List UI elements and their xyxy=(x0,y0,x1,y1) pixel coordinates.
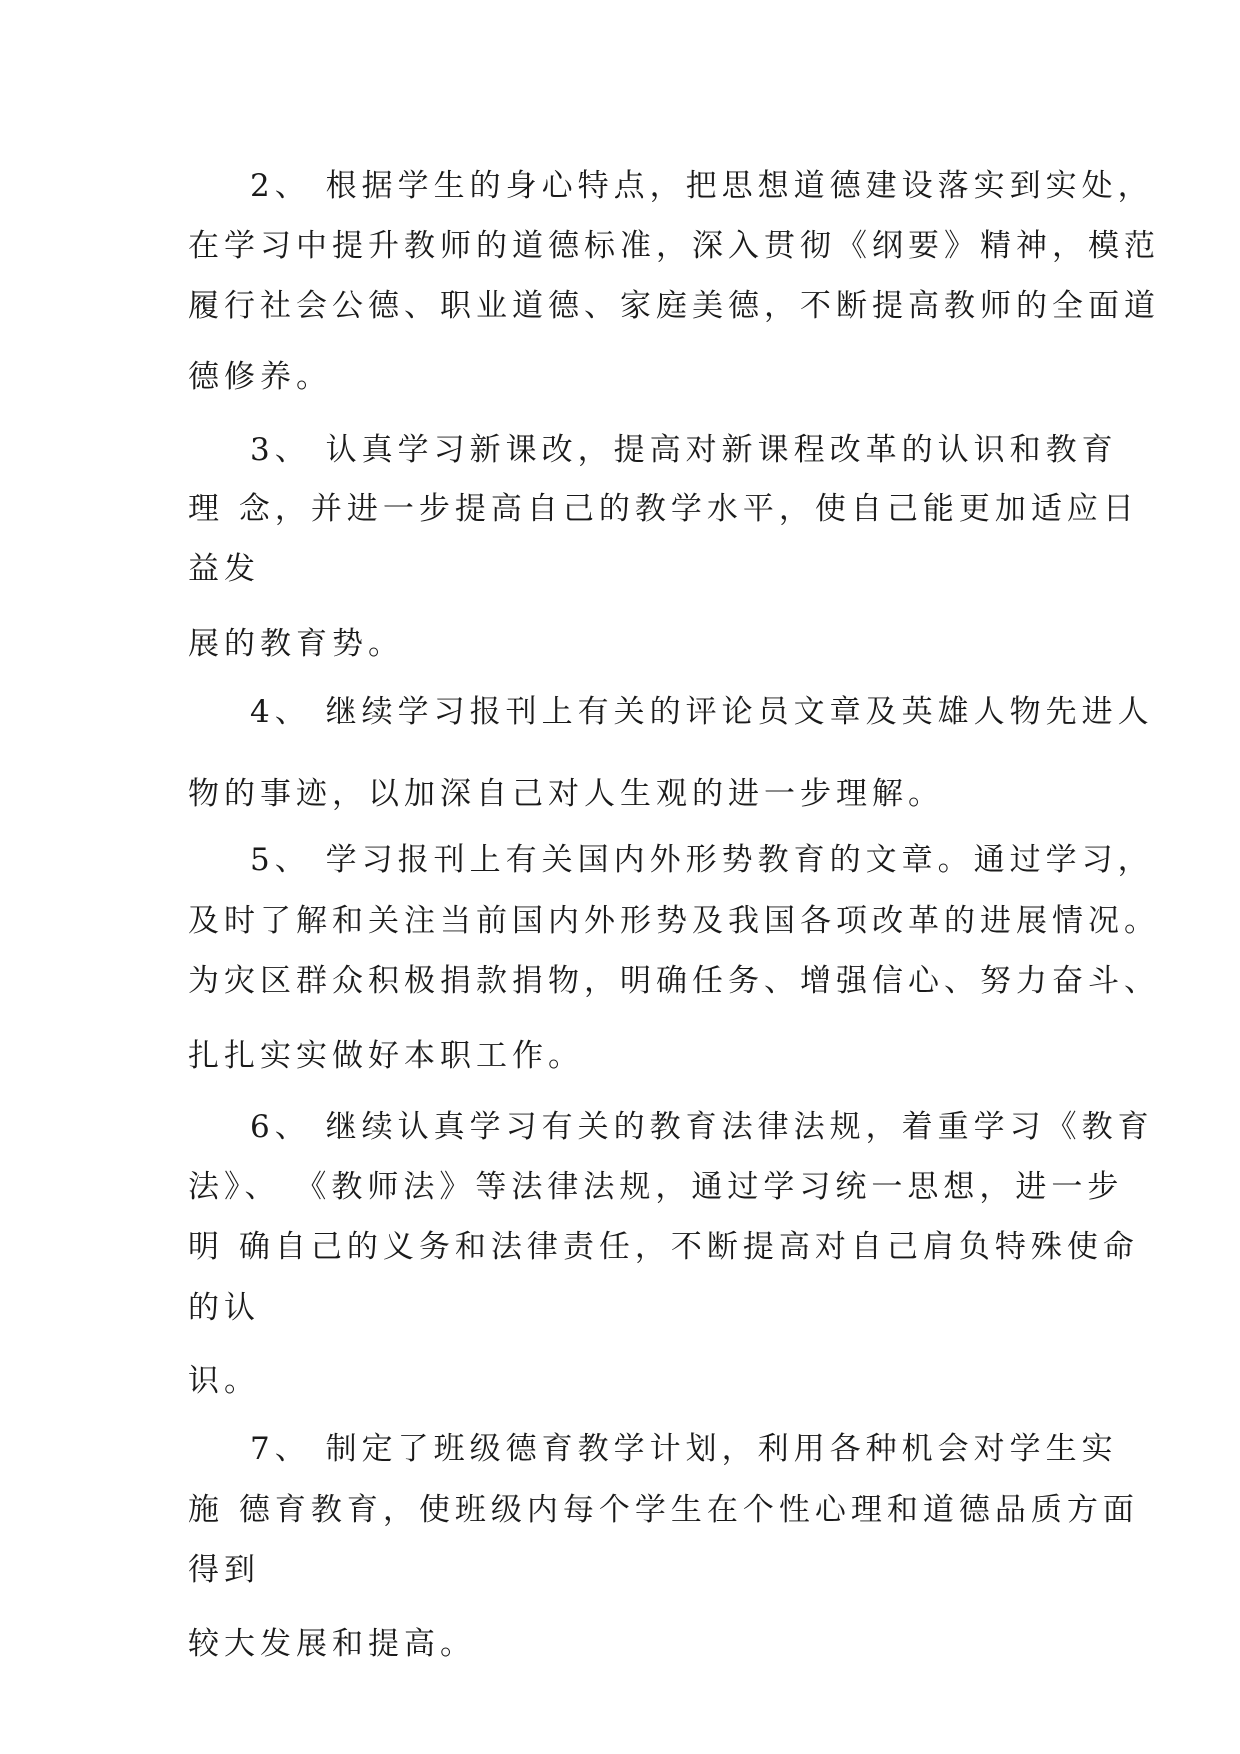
paragraph-2-line-4: 德修养。 xyxy=(188,359,332,395)
paragraph-2-line-1: 2、 根据学生的身心特点，把思想道德建设落实到实处， xyxy=(250,168,1154,204)
paragraph-7-line-1: 7、 制定了班级德育教学计划，利用各种机会对学生实 xyxy=(250,1431,1118,1467)
paragraph-5-line-2: 及时了解和关注当前国内外形势及我国各项改革的进展情况。 xyxy=(188,903,1160,939)
paragraph-2-line-3: 履行社会公德、职业道德、家庭美德，不断提高教师的全面道 xyxy=(188,288,1160,324)
paragraph-6-line-3: 明 确自己的义务和法律责任，不断提高对自己肩负特殊使命 xyxy=(188,1229,1139,1265)
paragraph-6-line-1: 6、 继续认真学习有关的教育法律法规，着重学习《教育 xyxy=(250,1109,1154,1145)
paragraph-5-line-4: 扎扎实实做好本职工作。 xyxy=(188,1038,584,1074)
paragraph-2-line-2: 在学习中提升教师的道德标准，深入贯彻《纲要》精神，模范 xyxy=(188,228,1160,264)
paragraph-3-line-2: 理 念，并进一步提高自己的教学水平，使自己能更加适应日 xyxy=(188,491,1139,527)
paragraph-7-line-3: 得到 xyxy=(188,1552,260,1588)
paragraph-5-line-1: 5、 学习报刊上有关国内外形势教育的文章。通过学习， xyxy=(250,842,1154,878)
paragraph-3-line-1: 3、 认真学习新课改，提高对新课程改革的认识和教育 xyxy=(250,432,1118,468)
paragraph-4-line-1: 4、 继续学习报刊上有关的评论员文章及英雄人物先进人 xyxy=(250,694,1154,730)
paragraph-4-line-2: 物的事迹，以加深自己对人生观的进一步理解。 xyxy=(188,776,944,812)
paragraph-3-line-4: 展的教育势。 xyxy=(188,626,404,662)
paragraph-6-line-5: 识。 xyxy=(188,1363,260,1399)
paragraph-6-line-2: 法》、 《教师法》等法律法规，通过学习统一思想，进一步 xyxy=(188,1169,1124,1205)
paragraph-3-line-3: 益发 xyxy=(188,551,260,587)
paragraph-7-line-4: 较大发展和提高。 xyxy=(188,1626,476,1662)
paragraph-5-line-3: 为灾区群众积极捐款捐物，明确任务、增强信心、努力奋斗、 xyxy=(188,963,1160,999)
paragraph-6-line-4: 的认 xyxy=(188,1290,260,1326)
paragraph-7-line-2: 施 德育教育，使班级内每个学生在个性心理和道德品质方面 xyxy=(188,1492,1139,1528)
